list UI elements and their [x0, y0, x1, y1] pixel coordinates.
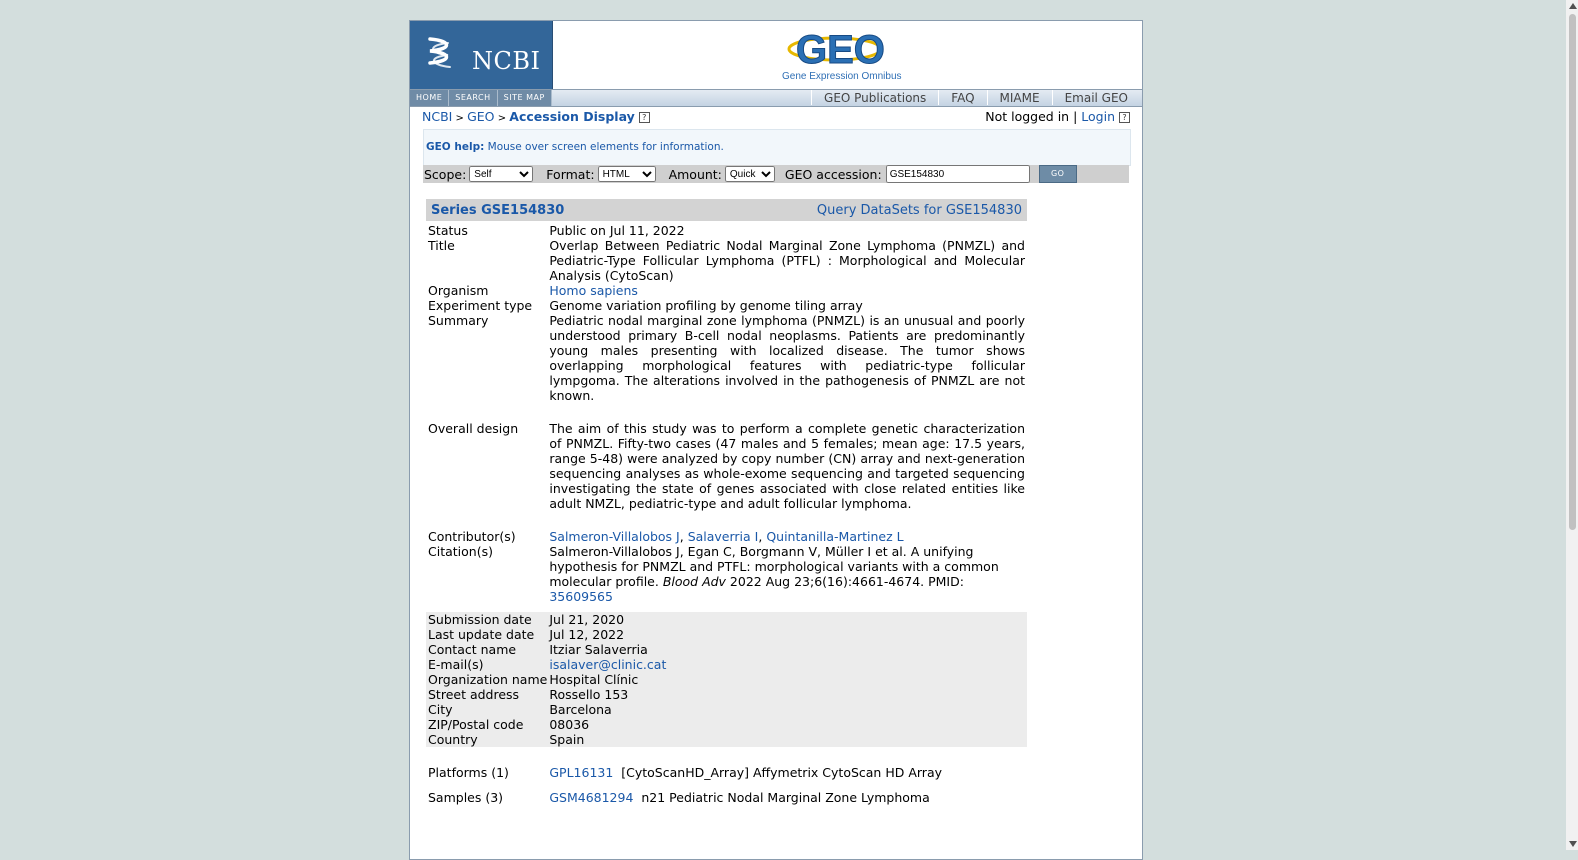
help-text: Mouse over screen elements for information. — [484, 141, 724, 153]
field-label: Citation(s) — [428, 544, 493, 559]
table-row — [426, 657, 1027, 672]
contributor-link[interactable]: Salmeron-Villalobos J — [549, 529, 680, 544]
email-link[interactable]: isalaver@clinic.cat — [549, 657, 667, 672]
accession-input[interactable] — [886, 165, 1030, 183]
series-header — [426, 199, 1027, 221]
field-label: E-mail(s) — [426, 657, 547, 672]
scope-label: Scope: — [424, 166, 467, 182]
table-row — [426, 627, 1027, 642]
table-row — [426, 298, 1027, 313]
citation-text: Salmeron-Villalobos J, Egan C, Borgmann V, Müller I et al. A unifying hypothesis for PNMZL and PTFL: morphological variants with a common molecular profile. — [549, 544, 999, 589]
header — [410, 21, 1142, 89]
table-row — [426, 223, 1027, 238]
scroll-thumb[interactable] — [1569, 14, 1576, 530]
field-label: Platforms (1) — [428, 765, 509, 780]
citation-rest: 2022 Aug 23;6(16):4661-4674. PMID: — [725, 574, 964, 589]
table-row — [426, 702, 1027, 717]
ncbi-logo-text: NCBI — [472, 47, 541, 75]
field-label: Samples (3) — [428, 790, 504, 805]
field-label: Experiment type — [428, 298, 533, 313]
contact-name-value: Itziar Salaverria — [547, 642, 1027, 657]
dna-helix-icon — [422, 33, 462, 73]
platform-desc: [CytoScanHD_Array] Affymetrix CytoScan HD Array — [621, 765, 942, 780]
status-value: Public on Jul 11, 2022 — [549, 223, 685, 238]
nav-faq[interactable]: FAQ — [938, 90, 986, 105]
citation-journal: Blood Adv — [662, 574, 726, 589]
page-container — [409, 20, 1143, 860]
field-label: Title — [428, 238, 455, 253]
series-info-table — [426, 223, 1027, 805]
field-label: Country — [426, 732, 547, 747]
organism-link[interactable]: Homo sapiens — [549, 283, 638, 298]
nav-miame[interactable]: MIAME — [987, 90, 1052, 105]
nav-site-map[interactable]: SITE MAP — [498, 90, 552, 106]
table-row — [426, 672, 1027, 687]
help-label: GEO help: — [426, 141, 485, 153]
login-sep: | — [1069, 109, 1082, 124]
table-row — [426, 283, 1027, 298]
contributor-link[interactable]: Quintanilla-Martinez L — [766, 529, 904, 544]
overall-design-value: The aim of this study was to perform a complete genetic characterization of PNMZL. Fifty-two cases (47 males and 5 females; mean age: 17.5 years, range 5-48) were analyzed by copy number (CN) array and next-generation sequencing analyses as whole-exome sequencing and targeted sequencing investigating the state of genes associated with close related entities like adult NMZL, pediatric-type and adult follicular lymphoma. — [549, 421, 1025, 511]
table-row — [426, 790, 1027, 805]
field-label: Contributor(s) — [428, 529, 516, 544]
summary-value: Pediatric nodal marginal zone lymphoma (PNMZL) is an unusual and poorly understood primary B-cell nodal neoplasms. Patients are predominantly young males presenting with localized disease. The tumor shows overlapping morphological features with pediatric-type follicular lympgoma. The alterations involved in the pathogenesis of PNMZL are not known. — [549, 313, 1025, 403]
left-nav — [410, 90, 552, 106]
contributor-link[interactable]: Salaverria I — [687, 529, 759, 544]
field-label: ZIP/Postal code — [426, 717, 547, 732]
table-row — [426, 765, 1027, 780]
amount-label: Amount: — [668, 166, 722, 182]
breadcrumb-current: Accession Display — [509, 109, 635, 124]
country-value: Spain — [547, 732, 1027, 747]
sample-link[interactable]: GSM4681294 — [549, 790, 634, 805]
go-button[interactable]: GO — [1039, 165, 1077, 183]
nav-bar — [410, 89, 1142, 107]
format-label: Format: — [546, 166, 595, 182]
format-select[interactable] — [598, 166, 656, 182]
breadcrumb — [422, 109, 650, 124]
table-row — [426, 421, 1027, 511]
table-row — [426, 544, 1027, 604]
breadcrumb-sep: > — [452, 113, 468, 124]
scroll-down-icon[interactable] — [1569, 841, 1577, 847]
scrollbar[interactable] — [1566, 0, 1578, 850]
table-row: Contributor(s) Salmeron-Villalobos J, Salaverria I, Quintanilla-Martinez L — [428, 529, 904, 544]
amount-select[interactable] — [725, 166, 775, 182]
field-label: City — [426, 702, 547, 717]
street-value: Rossello 153 — [547, 687, 1027, 702]
nav-search[interactable]: SEARCH — [449, 90, 497, 106]
table-row — [426, 687, 1027, 702]
table-row — [426, 612, 1027, 627]
city-value: Barcelona — [547, 702, 1027, 717]
scope-select[interactable] — [469, 166, 533, 182]
table-row — [426, 238, 1027, 283]
pmid-link[interactable]: 35609565 — [549, 589, 613, 604]
zip-value: 08036 — [547, 717, 1027, 732]
organization-value: Hospital Clínic — [547, 672, 1027, 687]
series-title: Series GSE154830 — [431, 203, 565, 218]
field-label: Contact name — [426, 642, 547, 657]
nav-email-geo[interactable]: Email GEO — [1052, 90, 1140, 105]
field-label: Summary — [428, 313, 489, 328]
right-nav — [811, 90, 1140, 105]
ncbi-logo[interactable] — [410, 21, 553, 89]
experiment-type-value: Genome variation profiling by genome tiling array — [549, 298, 863, 313]
platform-link[interactable]: GPL16131 — [549, 765, 614, 780]
login-link[interactable]: Login — [1081, 109, 1115, 124]
field-label: Overall design — [428, 421, 519, 436]
accession-label: GEO accession: — [784, 166, 882, 182]
login-status: Not logged in — [985, 109, 1070, 124]
table-row — [426, 717, 1027, 732]
field-label: Organism — [428, 283, 489, 298]
nav-geo-publications[interactable]: GEO Publications — [811, 90, 938, 105]
field-label: Last update date — [426, 627, 547, 642]
scroll-up-icon[interactable] — [1569, 3, 1577, 9]
table-row — [426, 732, 1027, 747]
submission-date-value: Jul 21, 2020 — [547, 612, 1027, 627]
breadcrumb-ncbi[interactable]: NCBI — [422, 109, 453, 124]
field-label: Street address — [426, 687, 547, 702]
query-datasets-link[interactable]: Query DataSets for GSE154830 — [816, 203, 1022, 218]
field-label: Organization name — [428, 672, 548, 687]
sample-desc: n21 Pediatric Nodal Marginal Zone Lymphoma — [641, 790, 930, 805]
accession-form — [423, 165, 1129, 183]
geo-help-box — [423, 129, 1131, 166]
last-update-value: Jul 12, 2022 — [547, 627, 1027, 642]
title-value: Overlap Between Pediatric Nodal Marginal Zone Lymphoma (PNMZL) and Pediatric-Type Follicular Lymphoma (PTFL) : Morphological and Molecular Analysis (CytoScan) — [549, 238, 1025, 283]
geo-logo[interactable] — [780, 25, 890, 71]
geo-logo-text: GEO — [796, 28, 885, 71]
help-icon[interactable]: ? — [1119, 112, 1130, 123]
login-area — [985, 109, 1130, 124]
breadcrumb-sep: > — [494, 113, 510, 124]
table-row — [426, 313, 1027, 403]
field-label: Submission date — [426, 612, 547, 627]
geo-subtitle: Gene Expression Omnibus — [782, 71, 902, 82]
breadcrumb-geo[interactable]: GEO — [467, 109, 495, 124]
table-row — [426, 642, 1027, 657]
nav-home[interactable]: HOME — [410, 90, 449, 106]
field-label: Status — [428, 223, 468, 238]
help-icon[interactable]: ? — [639, 112, 650, 123]
